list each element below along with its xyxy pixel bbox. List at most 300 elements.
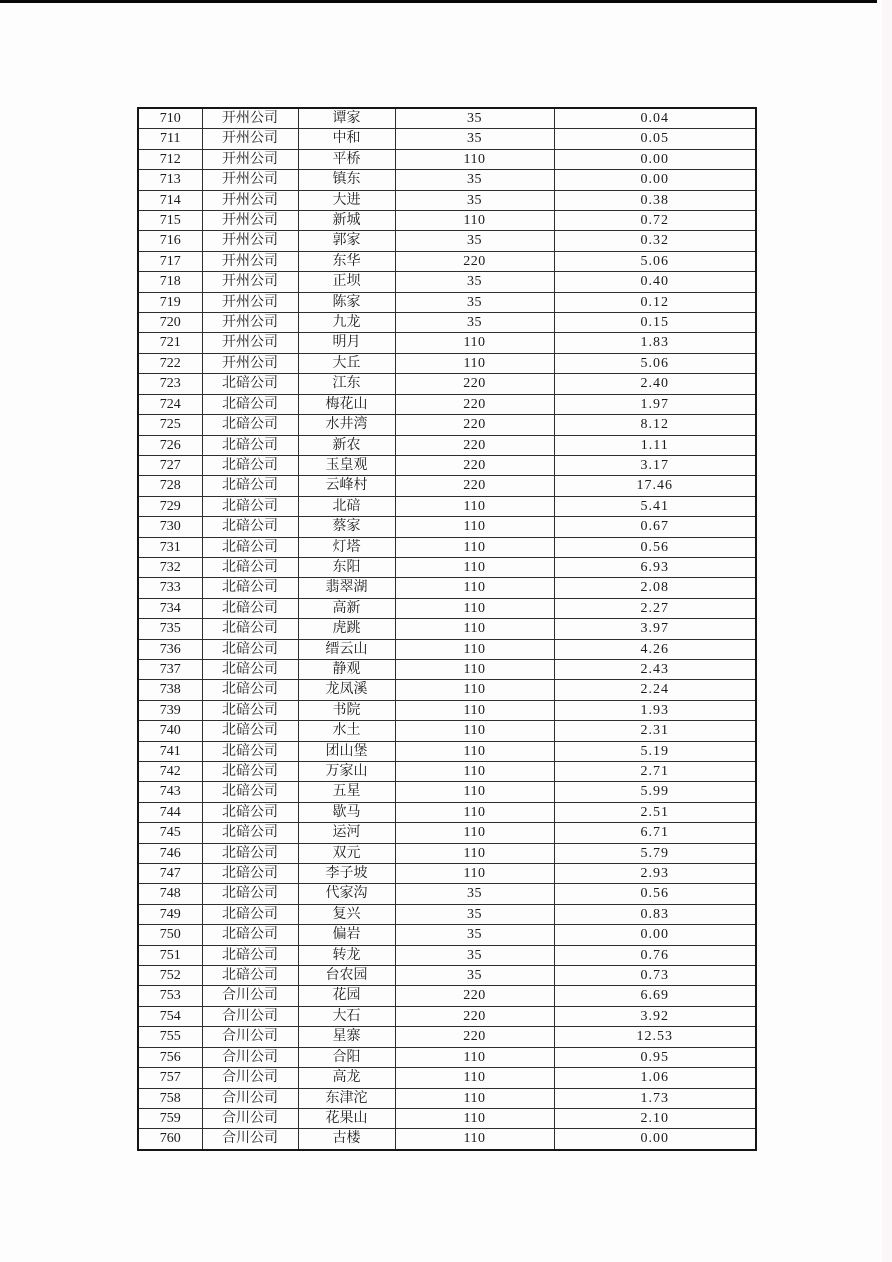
cell-value: 0.00 [554, 170, 756, 190]
cell-voltage: 220 [395, 986, 554, 1006]
cell-value: 0.40 [554, 272, 756, 292]
table-row [138, 802, 756, 822]
cell-voltage: 35 [395, 272, 554, 292]
cell-station: 花园 [298, 986, 395, 1006]
table-row [138, 904, 756, 924]
cell-station: 水井湾 [298, 415, 395, 435]
cell-company: 北碚公司 [202, 945, 298, 965]
table-row [138, 496, 756, 516]
table-row [138, 394, 756, 414]
cell-row-number: 723 [138, 374, 202, 394]
cell-company: 北碚公司 [202, 864, 298, 884]
substation-table [137, 107, 757, 1151]
cell-value: 2.71 [554, 762, 756, 782]
table-row [138, 292, 756, 312]
table-row [138, 170, 756, 190]
cell-value: 2.93 [554, 864, 756, 884]
cell-voltage: 35 [395, 231, 554, 251]
cell-voltage: 35 [395, 925, 554, 945]
table-row [138, 884, 756, 904]
cell-station: 谭家 [298, 108, 395, 129]
cell-company: 北碚公司 [202, 700, 298, 720]
cell-station: 梅花山 [298, 394, 395, 414]
cell-station: 偏岩 [298, 925, 395, 945]
cell-company: 北碚公司 [202, 823, 298, 843]
table-row [138, 966, 756, 986]
cell-voltage: 220 [395, 1027, 554, 1047]
cell-voltage: 110 [395, 782, 554, 802]
cell-row-number: 752 [138, 966, 202, 986]
cell-station: 星寨 [298, 1027, 395, 1047]
table-row [138, 700, 756, 720]
cell-company: 北碚公司 [202, 884, 298, 904]
cell-value: 3.97 [554, 619, 756, 639]
cell-value: 0.72 [554, 211, 756, 231]
cell-station: 九龙 [298, 313, 395, 333]
cell-voltage: 35 [395, 190, 554, 210]
cell-company: 北碚公司 [202, 659, 298, 679]
cell-row-number: 727 [138, 455, 202, 475]
cell-voltage: 110 [395, 864, 554, 884]
cell-row-number: 712 [138, 149, 202, 169]
cell-value: 5.19 [554, 741, 756, 761]
cell-value: 0.56 [554, 884, 756, 904]
table-row [138, 1108, 756, 1128]
cell-station: 东津沱 [298, 1088, 395, 1108]
cell-row-number: 734 [138, 598, 202, 618]
cell-voltage: 35 [395, 108, 554, 129]
cell-station: 书院 [298, 700, 395, 720]
table-row [138, 1006, 756, 1026]
cell-row-number: 750 [138, 925, 202, 945]
cell-company: 开州公司 [202, 190, 298, 210]
cell-value: 0.15 [554, 313, 756, 333]
cell-voltage: 110 [395, 823, 554, 843]
cell-value: 12.53 [554, 1027, 756, 1047]
table-row [138, 1027, 756, 1047]
cell-station: 东阳 [298, 557, 395, 577]
table-row [138, 313, 756, 333]
table-row [138, 1088, 756, 1108]
cell-row-number: 737 [138, 659, 202, 679]
cell-row-number: 726 [138, 435, 202, 455]
cell-station: 蔡家 [298, 517, 395, 537]
table-row [138, 517, 756, 537]
cell-station: 郭家 [298, 231, 395, 251]
cell-station: 新农 [298, 435, 395, 455]
cell-row-number: 731 [138, 537, 202, 557]
cell-voltage: 110 [395, 496, 554, 516]
cell-row-number: 753 [138, 986, 202, 1006]
cell-station: 江东 [298, 374, 395, 394]
cell-voltage: 220 [395, 374, 554, 394]
cell-company: 合川公司 [202, 1108, 298, 1128]
cell-value: 2.10 [554, 1108, 756, 1128]
table-row [138, 108, 756, 129]
cell-value: 0.32 [554, 231, 756, 251]
cell-voltage: 110 [395, 680, 554, 700]
table-row [138, 374, 756, 394]
cell-company: 开州公司 [202, 170, 298, 190]
cell-voltage: 35 [395, 129, 554, 149]
cell-company: 北碚公司 [202, 557, 298, 577]
cell-station: 东华 [298, 251, 395, 271]
cell-voltage: 35 [395, 884, 554, 904]
cell-row-number: 717 [138, 251, 202, 271]
cell-voltage: 35 [395, 292, 554, 312]
cell-voltage: 220 [395, 415, 554, 435]
cell-company: 北碚公司 [202, 904, 298, 924]
table-row [138, 741, 756, 761]
cell-station: 大石 [298, 1006, 395, 1026]
cell-voltage: 110 [395, 211, 554, 231]
table-row [138, 639, 756, 659]
cell-company: 开州公司 [202, 292, 298, 312]
substation-table-body [138, 108, 756, 1150]
cell-voltage: 110 [395, 721, 554, 741]
cell-company: 开州公司 [202, 211, 298, 231]
table-row [138, 333, 756, 353]
cell-value: 0.38 [554, 190, 756, 210]
cell-voltage: 35 [395, 945, 554, 965]
cell-company: 开州公司 [202, 149, 298, 169]
table-row [138, 1068, 756, 1088]
cell-company: 开州公司 [202, 251, 298, 271]
cell-value: 5.99 [554, 782, 756, 802]
cell-station: 水土 [298, 721, 395, 741]
cell-company: 北碚公司 [202, 802, 298, 822]
table-row [138, 619, 756, 639]
cell-voltage: 220 [395, 435, 554, 455]
cell-row-number: 711 [138, 129, 202, 149]
cell-station: 大进 [298, 190, 395, 210]
scan-right-edge [882, 0, 892, 1262]
cell-row-number: 730 [138, 517, 202, 537]
cell-value: 0.04 [554, 108, 756, 129]
cell-station: 正坝 [298, 272, 395, 292]
cell-row-number: 739 [138, 700, 202, 720]
cell-value: 6.71 [554, 823, 756, 843]
cell-company: 北碚公司 [202, 619, 298, 639]
cell-voltage: 110 [395, 149, 554, 169]
cell-value: 3.92 [554, 1006, 756, 1026]
cell-row-number: 738 [138, 680, 202, 700]
cell-company: 北碚公司 [202, 966, 298, 986]
cell-voltage: 110 [395, 333, 554, 353]
cell-value: 1.83 [554, 333, 756, 353]
cell-value: 5.79 [554, 843, 756, 863]
cell-station: 合阳 [298, 1047, 395, 1067]
table-row [138, 659, 756, 679]
cell-value: 1.73 [554, 1088, 756, 1108]
cell-row-number: 749 [138, 904, 202, 924]
cell-voltage: 110 [395, 619, 554, 639]
cell-voltage: 110 [395, 802, 554, 822]
cell-row-number: 745 [138, 823, 202, 843]
cell-value: 1.97 [554, 394, 756, 414]
cell-row-number: 715 [138, 211, 202, 231]
cell-voltage: 110 [395, 639, 554, 659]
table-row [138, 353, 756, 373]
cell-company: 合川公司 [202, 1129, 298, 1150]
cell-station: 云峰村 [298, 476, 395, 496]
cell-station: 花果山 [298, 1108, 395, 1128]
cell-company: 开州公司 [202, 108, 298, 129]
cell-voltage: 35 [395, 170, 554, 190]
cell-row-number: 722 [138, 353, 202, 373]
cell-station: 镇东 [298, 170, 395, 190]
cell-company: 北碚公司 [202, 374, 298, 394]
cell-voltage: 110 [395, 700, 554, 720]
cell-row-number: 743 [138, 782, 202, 802]
cell-value: 0.76 [554, 945, 756, 965]
cell-company: 北碚公司 [202, 639, 298, 659]
cell-voltage: 220 [395, 251, 554, 271]
cell-row-number: 729 [138, 496, 202, 516]
cell-voltage: 110 [395, 1047, 554, 1067]
cell-value: 6.93 [554, 557, 756, 577]
cell-station: 运河 [298, 823, 395, 843]
cell-value: 0.12 [554, 292, 756, 312]
table-row [138, 925, 756, 945]
cell-voltage: 110 [395, 578, 554, 598]
cell-company: 合川公司 [202, 986, 298, 1006]
cell-company: 北碚公司 [202, 782, 298, 802]
cell-company: 北碚公司 [202, 578, 298, 598]
cell-voltage: 110 [395, 517, 554, 537]
table-row [138, 129, 756, 149]
table-row [138, 415, 756, 435]
cell-value: 2.27 [554, 598, 756, 618]
cell-row-number: 754 [138, 1006, 202, 1026]
cell-row-number: 732 [138, 557, 202, 577]
cell-row-number: 755 [138, 1027, 202, 1047]
table-row [138, 578, 756, 598]
cell-company: 开州公司 [202, 313, 298, 333]
cell-company: 北碚公司 [202, 762, 298, 782]
table-row [138, 537, 756, 557]
table-row [138, 680, 756, 700]
cell-row-number: 725 [138, 415, 202, 435]
cell-value: 0.56 [554, 537, 756, 557]
cell-company: 北碚公司 [202, 415, 298, 435]
cell-value: 17.46 [554, 476, 756, 496]
cell-station: 李子坡 [298, 864, 395, 884]
cell-row-number: 716 [138, 231, 202, 251]
table-row [138, 251, 756, 271]
cell-company: 北碚公司 [202, 496, 298, 516]
cell-value: 0.00 [554, 925, 756, 945]
cell-row-number: 710 [138, 108, 202, 129]
cell-value: 5.41 [554, 496, 756, 516]
top-edge-line [0, 0, 877, 3]
cell-company: 合川公司 [202, 1047, 298, 1067]
cell-row-number: 756 [138, 1047, 202, 1067]
cell-station: 古楼 [298, 1129, 395, 1150]
cell-row-number: 720 [138, 313, 202, 333]
cell-voltage: 35 [395, 966, 554, 986]
cell-value: 0.73 [554, 966, 756, 986]
cell-voltage: 220 [395, 1006, 554, 1026]
table-row [138, 945, 756, 965]
cell-row-number: 728 [138, 476, 202, 496]
cell-voltage: 110 [395, 1068, 554, 1088]
table-row [138, 272, 756, 292]
cell-station: 静观 [298, 659, 395, 679]
cell-value: 0.83 [554, 904, 756, 924]
cell-company: 北碚公司 [202, 680, 298, 700]
cell-row-number: 724 [138, 394, 202, 414]
cell-station: 翡翠湖 [298, 578, 395, 598]
cell-voltage: 110 [395, 843, 554, 863]
cell-station: 虎跳 [298, 619, 395, 639]
cell-value: 2.24 [554, 680, 756, 700]
cell-station: 北碚 [298, 496, 395, 516]
table-row [138, 211, 756, 231]
table-row [138, 782, 756, 802]
cell-voltage: 110 [395, 1108, 554, 1128]
cell-row-number: 735 [138, 619, 202, 639]
cell-row-number: 758 [138, 1088, 202, 1108]
cell-value: 0.00 [554, 1129, 756, 1150]
cell-voltage: 110 [395, 353, 554, 373]
cell-voltage: 35 [395, 313, 554, 333]
cell-voltage: 220 [395, 455, 554, 475]
cell-station: 万家山 [298, 762, 395, 782]
cell-station: 中和 [298, 129, 395, 149]
cell-row-number: 759 [138, 1108, 202, 1128]
cell-company: 北碚公司 [202, 741, 298, 761]
cell-company: 开州公司 [202, 231, 298, 251]
cell-row-number: 721 [138, 333, 202, 353]
cell-voltage: 110 [395, 762, 554, 782]
table-row [138, 1047, 756, 1067]
cell-company: 北碚公司 [202, 455, 298, 475]
cell-row-number: 736 [138, 639, 202, 659]
cell-company: 合川公司 [202, 1027, 298, 1047]
cell-value: 2.40 [554, 374, 756, 394]
cell-value: 1.11 [554, 435, 756, 455]
cell-row-number: 714 [138, 190, 202, 210]
cell-value: 2.51 [554, 802, 756, 822]
cell-voltage: 110 [395, 1129, 554, 1150]
cell-company: 北碚公司 [202, 721, 298, 741]
cell-company: 开州公司 [202, 129, 298, 149]
cell-value: 2.43 [554, 659, 756, 679]
cell-company: 北碚公司 [202, 435, 298, 455]
cell-company: 开州公司 [202, 333, 298, 353]
cell-company: 合川公司 [202, 1068, 298, 1088]
cell-company: 开州公司 [202, 272, 298, 292]
table-row [138, 721, 756, 741]
cell-row-number: 719 [138, 292, 202, 312]
cell-company: 北碚公司 [202, 476, 298, 496]
cell-value: 0.67 [554, 517, 756, 537]
cell-station: 平桥 [298, 149, 395, 169]
cell-row-number: 742 [138, 762, 202, 782]
cell-voltage: 35 [395, 904, 554, 924]
cell-voltage: 110 [395, 557, 554, 577]
table-row [138, 231, 756, 251]
cell-voltage: 110 [395, 741, 554, 761]
cell-station: 高新 [298, 598, 395, 618]
cell-value: 0.95 [554, 1047, 756, 1067]
cell-station: 台农园 [298, 966, 395, 986]
cell-station: 陈家 [298, 292, 395, 312]
cell-value: 0.00 [554, 149, 756, 169]
cell-company: 北碚公司 [202, 598, 298, 618]
cell-row-number: 748 [138, 884, 202, 904]
cell-station: 转龙 [298, 945, 395, 965]
cell-row-number: 741 [138, 741, 202, 761]
cell-value: 1.06 [554, 1068, 756, 1088]
cell-station: 新城 [298, 211, 395, 231]
cell-station: 复兴 [298, 904, 395, 924]
cell-station: 龙凤溪 [298, 680, 395, 700]
cell-value: 0.05 [554, 129, 756, 149]
cell-row-number: 733 [138, 578, 202, 598]
table-row [138, 455, 756, 475]
table-row [138, 823, 756, 843]
cell-company: 北碚公司 [202, 537, 298, 557]
cell-company: 开州公司 [202, 353, 298, 373]
cell-station: 灯塔 [298, 537, 395, 557]
cell-voltage: 110 [395, 659, 554, 679]
cell-row-number: 740 [138, 721, 202, 741]
cell-voltage: 110 [395, 537, 554, 557]
table-row [138, 190, 756, 210]
table-row [138, 864, 756, 884]
cell-station: 双元 [298, 843, 395, 863]
table-row [138, 843, 756, 863]
table-row [138, 557, 756, 577]
cell-row-number: 744 [138, 802, 202, 822]
cell-value: 1.93 [554, 700, 756, 720]
table-row [138, 1129, 756, 1150]
table-row [138, 762, 756, 782]
cell-company: 合川公司 [202, 1088, 298, 1108]
cell-value: 3.17 [554, 455, 756, 475]
cell-value: 8.12 [554, 415, 756, 435]
cell-company: 北碚公司 [202, 517, 298, 537]
cell-value: 6.69 [554, 986, 756, 1006]
cell-row-number: 747 [138, 864, 202, 884]
cell-station: 明月 [298, 333, 395, 353]
table-row [138, 435, 756, 455]
table-row [138, 598, 756, 618]
cell-voltage: 110 [395, 1088, 554, 1108]
cell-voltage: 220 [395, 476, 554, 496]
cell-station: 高龙 [298, 1068, 395, 1088]
table-row [138, 986, 756, 1006]
table-row [138, 149, 756, 169]
cell-voltage: 110 [395, 598, 554, 618]
cell-station: 五星 [298, 782, 395, 802]
cell-station: 缙云山 [298, 639, 395, 659]
cell-station: 歇马 [298, 802, 395, 822]
cell-row-number: 751 [138, 945, 202, 965]
cell-voltage: 220 [395, 394, 554, 414]
cell-value: 2.08 [554, 578, 756, 598]
cell-row-number: 760 [138, 1129, 202, 1150]
cell-station: 玉皇观 [298, 455, 395, 475]
cell-row-number: 746 [138, 843, 202, 863]
table-row [138, 476, 756, 496]
cell-company: 北碚公司 [202, 394, 298, 414]
cell-company: 北碚公司 [202, 925, 298, 945]
cell-value: 2.31 [554, 721, 756, 741]
cell-row-number: 718 [138, 272, 202, 292]
